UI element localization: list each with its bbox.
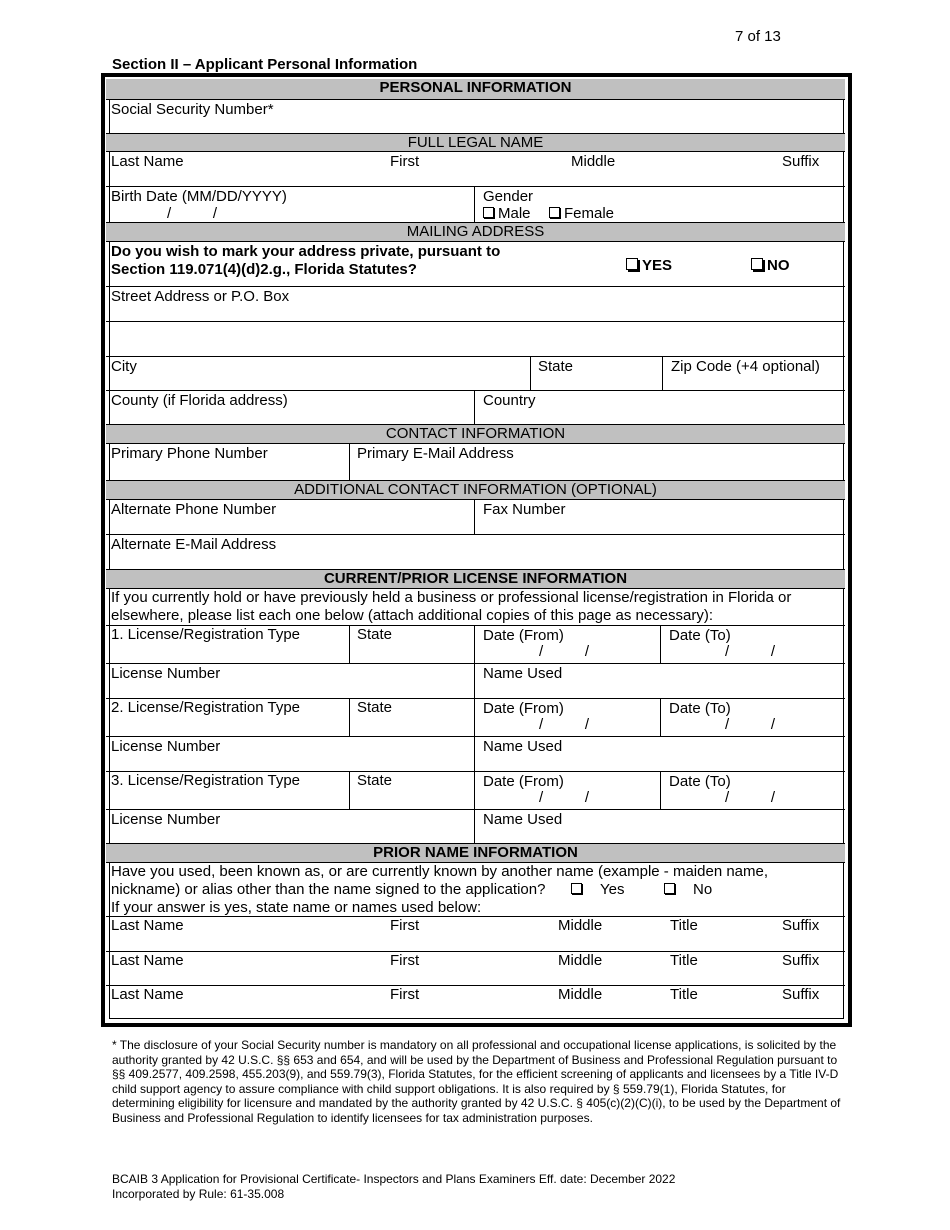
license-intro-line1: If you currently hold or have previously held a business or professional license/registration in Florida or [111,589,792,606]
name-used-label-2[interactable]: Name Used [483,738,563,755]
private-no-option[interactable]: NO [751,257,790,274]
prior-first-label: First [390,917,420,934]
date-to-field-1[interactable]: / / [725,643,776,660]
private-yes-option[interactable]: YES [626,257,672,274]
private-question-line2: Section 119.071(4)(d)2.g., Florida Statutes? [111,261,417,278]
name-used-label-3[interactable]: Name Used [483,811,563,828]
prior-name-row-2[interactable] [106,951,845,985]
address-private-row [106,241,845,286]
personal-info-header: PERSONAL INFORMATION [106,79,845,99]
prior-last-label: Last Name [111,986,184,1003]
county-country-row [106,390,845,424]
female-checkbox[interactable] [549,207,560,218]
prior-title-label: Title [670,917,698,934]
alt-phone-fax-row [106,499,845,534]
license-entry-1 [106,625,845,663]
license-state-label-3[interactable]: State [357,772,393,789]
ssn-label: Social Security Number* [111,101,274,118]
prior-title-label: Title [670,952,698,969]
date-from-label-2[interactable]: Date (From) [483,700,564,717]
gender-male-option[interactable]: Male [483,205,531,222]
alt-phone-label[interactable]: Alternate Phone Number [111,501,277,518]
prior-middle-label: Middle [558,986,603,1003]
birth-date-field[interactable]: / / [167,205,218,222]
name-used-label-1[interactable]: Name Used [483,665,563,682]
birth-date-label: Birth Date (MM/DD/YYYY) [111,188,287,205]
last-name-label: Last Name [111,153,184,170]
license-entry-2 [106,698,845,736]
prior-last-label: Last Name [111,952,184,969]
license-number-row-3 [106,809,845,843]
first-name-label: First [390,153,420,170]
license-number-label-1[interactable]: License Number [111,665,221,682]
license-number-label-2[interactable]: License Number [111,738,221,755]
alt-email-label: Alternate E-Mail Address [111,536,277,553]
prior-name-q-line1: Have you used, been known as, or are currently known by another name (example - maiden name, [111,863,769,880]
prior-name-row-3[interactable] [106,985,845,1019]
alt-email-row[interactable] [106,534,845,569]
license-intro [106,588,845,625]
prior-name-row-1[interactable] [106,916,845,951]
date-to-field-2[interactable]: / / [725,716,776,733]
date-from-label-1[interactable]: Date (From) [483,627,564,644]
ssn-row[interactable] [106,99,845,133]
private-no-checkbox[interactable] [751,258,763,270]
prior-name-header: PRIOR NAME INFORMATION [106,843,845,862]
license-number-row-1 [106,663,845,698]
license-type-label-2[interactable]: 2. License/Registration Type [111,699,301,716]
additional-contact-header: ADDITIONAL CONTACT INFORMATION (OPTIONAL) [106,480,845,499]
prior-suffix-label: Suffix [782,952,820,969]
footer-line-1: BCAIB 3 Application for Provisional Certificate- Inspectors and Plans Examiners Eff. date: December 2022 [112,1172,676,1186]
prior-name-q-line2: nickname) or alias other than the name signed to the application? [111,881,546,898]
prior-name-question [106,862,845,916]
prior-name-q-line3: If your answer is yes, state name or names used below: [111,899,482,916]
country-label[interactable]: Country [483,392,536,409]
footer-line-2: Incorporated by Rule: 61-35.008 [112,1186,285,1201]
date-to-label-2[interactable]: Date (To) [669,700,731,717]
license-number-row-2 [106,736,845,771]
license-type-label-1[interactable]: 1. License/Registration Type [111,626,301,643]
date-to-field-3[interactable]: / / [725,789,776,806]
city-label[interactable]: City [111,358,137,375]
date-from-field-3[interactable]: / / [539,789,590,806]
license-state-label-1[interactable]: State [357,626,393,643]
prior-first-label: First [390,986,420,1003]
date-from-field-2[interactable]: / / [539,716,590,733]
mailing-address-header: MAILING ADDRESS [106,222,845,241]
prior-title-label: Title [670,986,698,1003]
gender-female-option[interactable]: Female [549,205,614,222]
prior-middle-label: Middle [558,917,603,934]
license-state-label-2[interactable]: State [357,699,393,716]
prior-yes-checkbox[interactable] [571,883,582,894]
license-type-label-3[interactable]: 3. License/Registration Type [111,772,301,789]
county-label[interactable]: County (if Florida address) [111,392,288,409]
date-from-field-1[interactable]: / / [539,643,590,660]
form-footer [112,1172,675,1201]
license-entry-3 [106,771,845,809]
license-intro-line2: elsewhere, please list each one below (attach additional copies of this page as necessary): [111,607,714,624]
prior-suffix-label: Suffix [782,986,820,1003]
legal-name-row[interactable] [106,151,845,186]
page-number: 7 of 13 [735,28,781,45]
license-number-label-3[interactable]: License Number [111,811,221,828]
middle-name-label: Middle [571,153,616,170]
city-state-zip-row [106,356,845,390]
prior-no-checkbox[interactable] [664,883,675,894]
fax-label[interactable]: Fax Number [483,501,566,518]
street-row-2[interactable] [106,321,845,356]
private-question-line1: Do you wish to mark your address private, pursuant to [111,243,501,260]
birth-gender-row [106,186,845,222]
primary-phone-label[interactable]: Primary Phone Number [111,445,268,462]
full-legal-name-header: FULL LEGAL NAME [106,133,845,151]
contact-info-header: CONTACT INFORMATION [106,424,845,443]
date-to-label-3[interactable]: Date (To) [669,773,731,790]
primary-email-label[interactable]: Primary E-Mail Address [357,445,514,462]
gender-label: Gender [483,188,534,205]
prior-name-yes-option[interactable]: Yes [571,881,624,898]
street-row[interactable] [106,286,845,321]
license-info-header: CURRENT/PRIOR LICENSE INFORMATION [106,569,845,588]
prior-middle-label: Middle [558,952,603,969]
male-checkbox[interactable] [483,207,494,218]
ssn-footnote: * The disclosure of your Social Security number is mandatory on all professional and occupational license applications, is solicited by the authority granted by 42 U.S.C. §§ 653 and 654, and will be used by the Department of Business and Professional Regulation pursuant to §§ 409.2577, 409.2598, 455.203(9), and 559.79(3), Florida Statutes, for the efficient screening of applicants and licensees by a Title IV-D child support agency to assure compliance with child support obligations. It is also required by § 559.79(1), Florida Statutes, for determining eligibility for licensure and mandated by the authority granted by 42 U.S.C. § 405(c)(2)(C)(i), to be used by the Department of Business and Professional Regulation to identify licensees for tax administration purposes. [112,1038,841,1125]
prior-last-label: Last Name [111,917,184,934]
prior-first-label: First [390,952,420,969]
section-title: Section II – Applicant Personal Information [112,56,418,73]
street-label: Street Address or P.O. Box [111,288,290,305]
private-yes-checkbox[interactable] [626,258,638,270]
contact-row [106,443,845,480]
suffix-label: Suffix [782,153,820,170]
prior-suffix-label: Suffix [782,917,820,934]
date-to-label-1[interactable]: Date (To) [669,627,731,644]
prior-name-no-option[interactable]: No [664,881,712,898]
date-from-label-3[interactable]: Date (From) [483,773,564,790]
state-label[interactable]: State [538,358,574,375]
zip-label[interactable]: Zip Code (+4 optional) [671,358,820,375]
